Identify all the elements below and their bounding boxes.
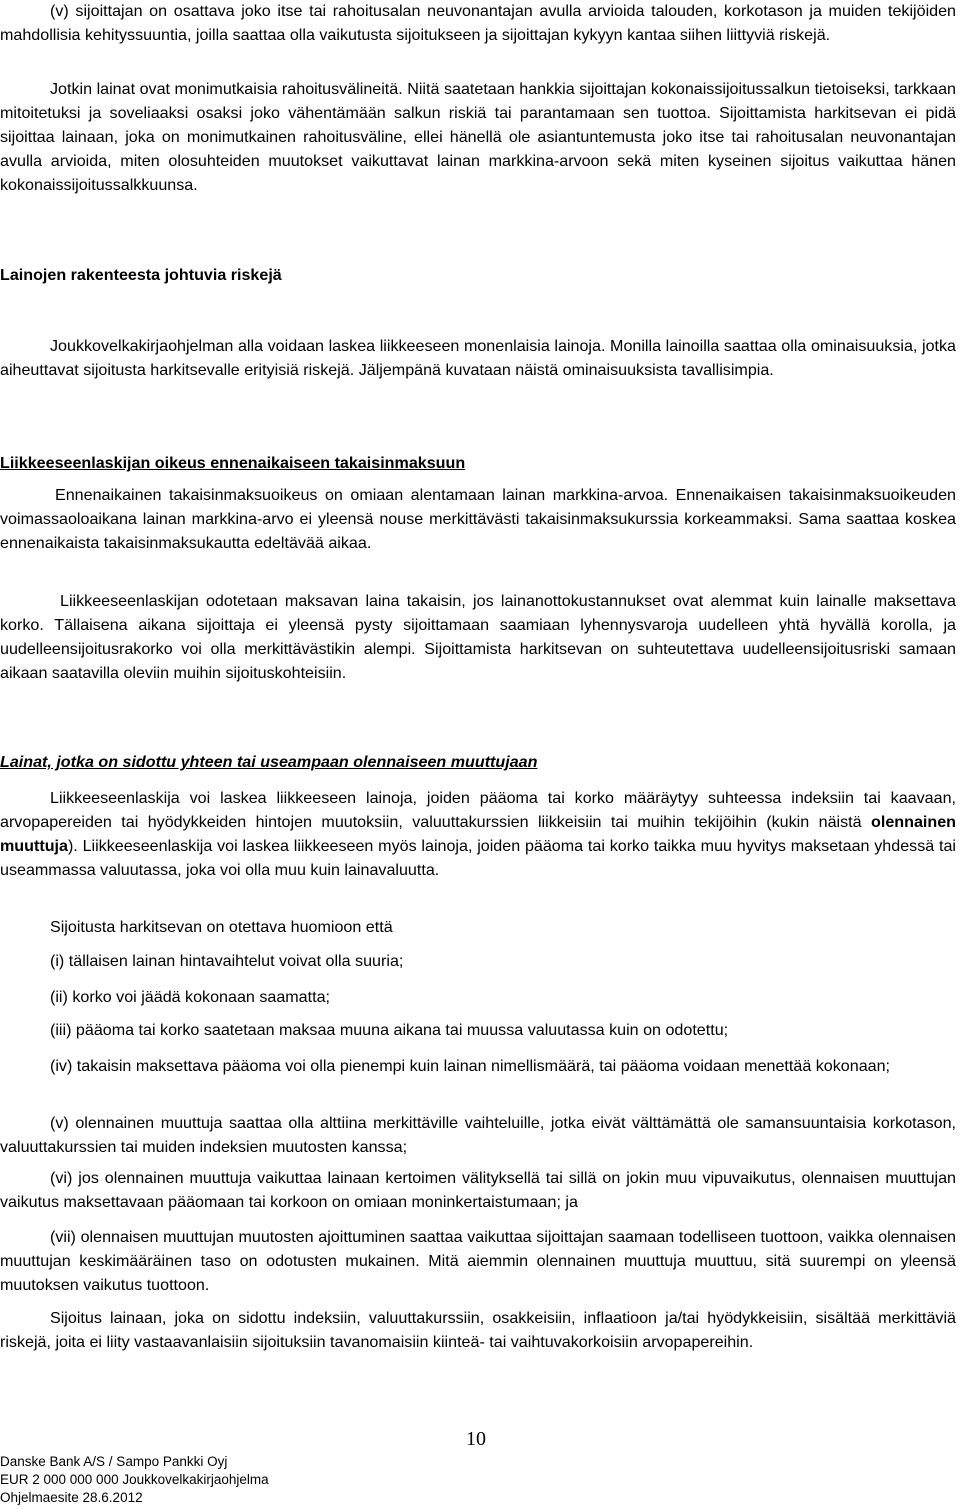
- footer-date: Ohjelmaesite 28.6.2012: [0, 1490, 143, 1505]
- heading-linked-loans: Lainat, jotka on sidottu yhteen tai useampaan olennaiseen muuttujaan: [0, 753, 538, 771]
- heading-structure-risks: Lainojen rakenteesta johtuvia riskejä: [0, 266, 282, 284]
- list-item: (iv) takaisin maksettava pääoma voi olla pienempi kuin lainan nimellismäärä, tai pääoma voidaan menettää kokonaan;: [50, 1057, 891, 1075]
- paragraph-complex-instruments: Jotkin lainat ovat monimutkaisia rahoitusvälineitä. Niitä saatetaan hankkia sijoittajan kokonaissijoitussalkun tietoiseksi, tarkkaan mitoitetuksi ja soveliaaksi osaksi joko vähentämään salkun riskiä tai parantamaan sen tuottoa. Sijoittamista harkitsevan ei pidä sijoittaa lainaan, joka on monimutkainen rahoitusväline, ellei hänellä ole asiantuntemusta joko itse tai rahoitusalan neuvonantajan avulla arvioida, miten olosuhteiden muutokset vaikuttavat lainan markkina-arvoon sekä miten kyseinen sijoitus vaikuttaa hänen kokonaissijoitussalkkuunsa.: [0, 80, 956, 194]
- list-item: (i) tällaisen lainan hintavaihtelut voivat olla suuria;: [50, 952, 404, 970]
- footer-company: Danske Bank A/S / Sampo Pankki Oyj: [0, 1454, 228, 1469]
- paragraph-v-continuation: (v) sijoittajan on osattava joko itse tai rahoitusalan neuvonantajan avulla arvioida talouden, korkotason ja muiden tekijöiden mahdollisia kehityssuuntia, joilla saattaa olla vaikutusta sijoitukseen ja sijoittajan kykyyn kantaa siihen liittyviä riskejä.: [0, 2, 956, 44]
- list-item: (ii) korko voi jäädä kokonaan saamatta;: [50, 988, 330, 1006]
- paragraph-early-redemption-2: Liikkeeseenlaskijan odotetaan maksavan laina takaisin, jos lainanottokustannukset ovat alemmat kuin lainalle maksettava korko. Tällaisena aikana sijoittaja ei yleensä pysty sijoittamaan saamiaan lyhennysvaroja uudelleen yhtä hyvällä korolla, ja uudelleensijoitusrakorko voi olla merkittävästikin alempi. Sijoittamista harkitsevan on suhteutettava uudelleensijoitusriski samaan aikaan saatavilla oleviin muihin sijoituskohteisiin.: [0, 592, 956, 682]
- paragraph-program: Joukkovelkakirjaohjelman alla voidaan laskea liikkeeseen monenlaisia lainoja. Monilla lainoilla saattaa olla ominaisuuksia, jotka aiheuttavat sijoitusta harkitsevalle erityisiä riskejä. Jäljempänä kuvataan näistä ominaisuuksista tavallisimpia.: [0, 337, 956, 379]
- paragraph-consider: Sijoitusta harkitsevan on otettava huomioon että: [50, 918, 393, 936]
- list-item: (vii) olennaisen muuttujan muutosten ajoittuminen saattaa vaikuttaa sijoittajan saamaan todelliseen tuottoon, vaikka olennaisen muuttujan keskimääräinen taso on odotusten mukainen. Mitä aiemmin olennainen muuttuja muuttuu, sitä suurempi on yleensä muutoksen vaikutus tuottoon.: [0, 1228, 956, 1294]
- list-item: (iii) pääoma tai korko saatetaan maksaa muuna aikana tai muussa valuutassa kuin on odotettu;: [50, 1021, 729, 1039]
- heading-early-redemption: Liikkeeseenlaskijan oikeus ennenaikaiseen takaisinmaksuun: [0, 454, 466, 472]
- footer-program: EUR 2 000 000 000 Joukkovelkakirjaohjelma: [0, 1472, 269, 1487]
- linked-text-b: ). Liikkeeseenlaskija voi laskea liikkeeseen myös lainoja, joiden pääoma tai korko taikka muu hyvitys maksetaan yhdessä tai useammassa valuutassa, joka voi olla muu kuin lainavaluutta.: [0, 837, 956, 879]
- footer: [0, 1453, 269, 1507]
- linked-bold-term: olennainen muuttuja: [0, 813, 956, 855]
- linked-text-a: Liikkeeseenlaskija voi laskea liikkeeseen lainoja, joiden pääoma tai korko määräytyy suhteessa indeksiin tai kaavaan, arvopapereiden tai hyödykkeiden hintojen muutoksiin, valuuttakurssien liikkeisiin tai muihin tekijöihin (kukin näistä: [0, 789, 956, 831]
- paragraph-early-redemption-1: Ennenaikainen takaisinmaksuoikeus on omiaan alentamaan lainan markkina-arvoa. Ennenaikaisen takaisinmaksuoikeuden voimassaoloaikana lainan markkina-arvo ei yleensä nouse merkittävästi takaisinmaksukurssia korkeammaksi. Sama saattaa koskea ennenaikaista takaisinmaksukautta edeltävää aikaa.: [0, 486, 956, 552]
- paragraph-final: Sijoitus lainaan, joka on sidottu indeksiin, valuuttakurssiin, osakkeisiin, inflaatioon ja/tai hyödykkeisiin, sisältää merkittäviä riskejä, joita ei liity vastaavanlaisiin sijoituksiin tavanomaisiin kiinteä- tai vaihtuvakorkoisiin arvopapereihin.: [0, 1309, 956, 1351]
- list-item: (v) olennainen muuttuja saattaa olla alttiina merkittäville vaihteluille, jotka eivät välttämättä ole samansuuntaisia korkotason, valuuttakurssien tai muiden indeksien muutosten kanssa;: [0, 1114, 956, 1156]
- page-number: 10: [466, 1428, 486, 1450]
- paragraph-linked-loans: [0, 786, 956, 882]
- list-item: (vi) jos olennainen muuttuja vaikuttaa lainaan kertoimen välityksellä tai sillä on jokin muu vipuvaikutus, olennaisen muuttujan vaikutus maksettavaan pääomaan tai korkoon on omiaan moninkertaistumaan; ja: [0, 1169, 956, 1211]
